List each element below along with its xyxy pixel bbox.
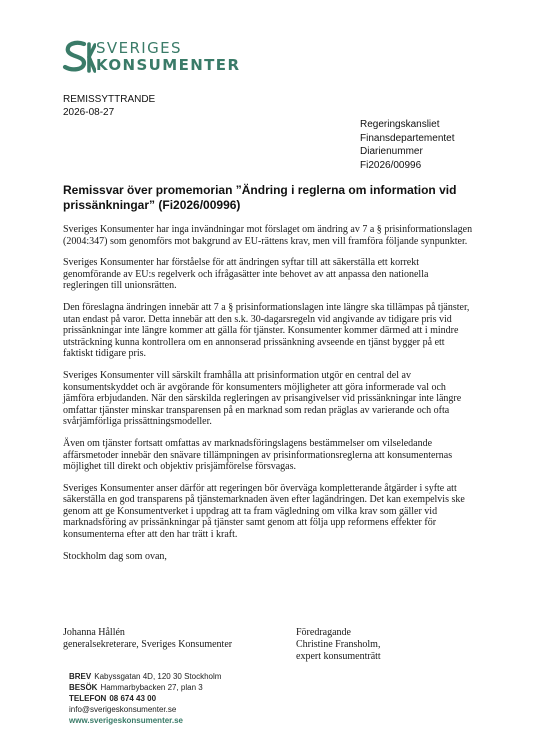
recipient-block [360,118,455,172]
body-paragraph: Sveriges Konsumenter anser därför att regeringen bör överväga kompletterande åtgärder i syfte att säkerställa en god transparens på tjänstemarknaden även efter lagändringen. Det kan exempelvis ske genom att ge Konsumentverket i uppdrag att ta fram vägledning om vilka krav som gäller vid marknadsföring av prissänkningar på tjänster samt genom att följa upp reformens effekter för konsumenterna efter att den har trätt i kraft. [63,482,465,541]
recipient-line: Regeringskansliet [360,119,440,130]
document-meta [63,93,155,119]
footer-telefon-value: 08 674 43 00 [109,694,157,703]
closing-line: Stockholm dag som ovan, [63,550,167,562]
logo-wordmark-line1: SVERIGES [96,39,182,57]
document-body [63,224,475,572]
body-paragraph: Sveriges Konsumenter vill särskilt framhålla att prisinformation utgör en central del av konsumentskyddet och är avgörande för konsumenters möjligheter att göra informerade val och jämföra erbjudanden. När den särskilda regleringen av prisangivelser vid prissänkningar inte längre omfattar tjänster minskar transparensen på en marknad som redan präglas av varierande och ofta svårjämförliga prissättningsmodeller. [63,369,462,428]
body-paragraph: Sveriges Konsumenter har inga invändningar mot förslaget om ändring av 7 a § prisinformationslagen (2004:347) som genomförs mot bakgrund av EU-rättens krav, men vill framföra följande synpunkter. [63,224,473,247]
footer-brev-value: Kabyssgatan 4D, 120 30 Stockholm [94,672,222,681]
presenter-name: Christine Fransholm, [296,639,381,650]
signature-left [63,627,232,651]
footer-besok-value: Hammarbybacken 27, plan 3 [100,683,203,692]
footer-email[interactable]: info@sverigeskonsumenter.se [69,705,177,714]
logo-mark-icon [62,40,96,74]
footer-besok-label: BESÖK [69,683,98,692]
document-type: REMISSYTTRANDE [63,94,156,105]
body-paragraph: Den föreslagna ändringen innebär att 7 a § prisinformationslagen inte längre ska tillämpas på tjänster, utan endast på varor. Detta innebär att den s.k. 30-dagarsregeln vid angivande av tidigare pris vid prissänkningar inte längre kommer att gälla för tjänster. Konsumenter kommer därmed att i mindre utsträckning kunna kontrollera om en annonserad prissänkning avseende en tjänst bygger på ett faktiskt tidigare pris. [63,301,470,360]
footer-visit-row [69,682,221,693]
footer-phone-row [69,693,221,704]
signature-right [296,627,381,663]
footer-telefon-label: TELEFON [69,694,107,703]
recipient-line: Finansdepartementet [360,132,455,144]
recipient-line: Fi2026/00996 [360,159,422,171]
footer-address-row [69,671,221,682]
presenter-title: expert konsumenträtt [296,651,381,662]
document-date: 2026-08-27 [63,107,115,118]
contact-footer [69,671,221,726]
document-heading: Remissvar över promemorian ”Ändring i reglerna om information vid prissänkningar” (Fi2026/00996) [63,183,457,212]
brand-logo [62,40,262,76]
body-paragraph: Sveriges Konsumenter har förståelse för att ändringen syftar till att säkerställa ett korrekt genomförande av EU:s regelverk och ifrågasätter inte behovet av att anpassa den nationella regleringen till unionsrätten. [63,257,429,292]
recipient-line: Diarienummer [360,146,423,157]
body-paragraph: Även om tjänster fortsatt omfattas av marknadsföringslagens bestämmelser om vilseledande affärsmetoder innebär den snävare tillämpningen av prisinformationsreglerna att konsumenternas möjlighet till direkt och objektiv prisjämförelse försvagas. [63,437,453,473]
signer-name: Johanna Hållén [63,627,125,638]
footer-brev-label: BREV [69,672,92,681]
presenter-label: Föredragande [296,627,351,638]
logo-wordmark-line2: KONSUMENTER [96,56,241,74]
signer-title: generalsekreterare, Sveriges Konsumenter [63,639,233,650]
footer-website-link[interactable]: www.sverigeskonsumenter.se [69,716,183,725]
